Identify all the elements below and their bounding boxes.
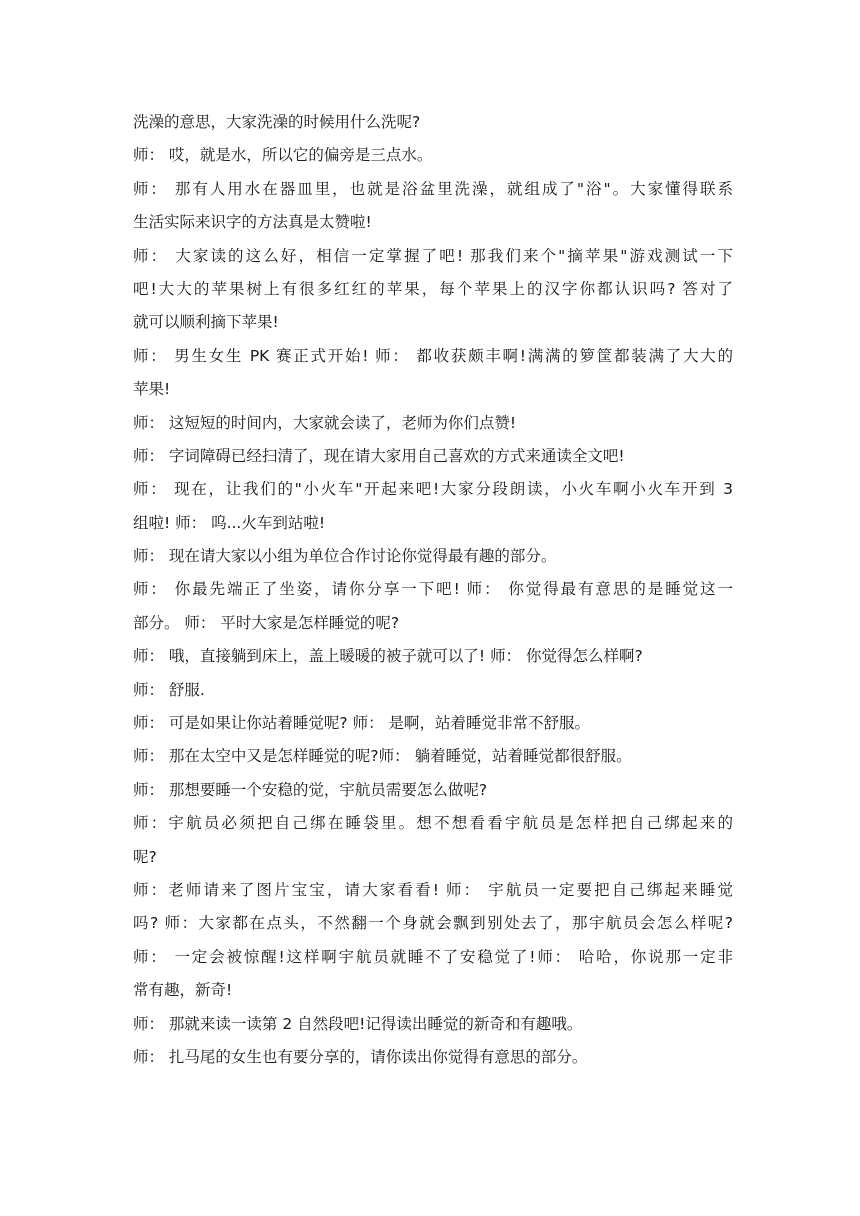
text-line: 部分。 师： 平时大家是怎样睡觉的呢? [133, 613, 400, 632]
text-line: 师： 舒服. [133, 680, 205, 699]
text-line: 生活实际来识字的方法真是太赞啦! [133, 213, 372, 232]
text-line: 洗澡的意思，大家洗澡的时候用什么洗呢? [133, 113, 421, 131]
text-line: 师： 那想要睡一个安稳的觉，宇航员需要怎么做呢? [133, 780, 488, 799]
text-line: 师： 那有人用水在器皿里，也就是浴盆里洗澡，就组成了"浴"。大家懂得联系 [133, 179, 733, 198]
text-line: 师： 扎马尾的女生也有要分享的，请你读出你觉得有意思的部分。 [133, 1047, 588, 1066]
text-line: 师： 现在，让我们的"小火车"开起来吧!大家分段朗读，小火车啊小火车开到 3 [133, 480, 733, 499]
text-line: 师：老师请来了图片宝宝，请大家看看! 师： 宇航员一定要把自己绑起来睡觉 [133, 880, 733, 899]
text-line: 师： 大家读的这么好，相信一定掌握了吧! 那我们来个"摘苹果"游戏测试一下 [133, 246, 733, 265]
text-line: 师： 哎，就是水，所以它的偏旁是三点水。 [133, 146, 433, 165]
text-line: 师： 字词障碍已经扫清了，现在请大家用自己喜欢的方式来通读全文吧! [133, 446, 625, 465]
text-line: 呢? [133, 847, 157, 866]
text-line: 师： 哦，直接躺到床上，盖上暖暖的被子就可以了! 师： 你觉得怎么样啊? [133, 647, 643, 666]
text-line: 师： 一定会被惊醒!这样啊宇航员就睡不了安稳觉了!师： 哈哈，你说那一定非 [133, 947, 733, 966]
text-line: 师： 可是如果让你站着睡觉呢? 师： 是啊，站着睡觉非常不舒服。 [133, 714, 591, 733]
text-line: 师： 现在请大家以小组为单位合作讨论你觉得最有趣的部分。 [133, 547, 557, 566]
text-line: 吗? 师：大家都在点头，不然翻一个身就会飘到别处去了，那宇航员会怎么样呢? [133, 914, 733, 933]
text-line: 师：宇航员必须把自己绑在睡袋里。想不想看看宇航员是怎样把自己绑起来的 [133, 814, 733, 833]
text-line: 师： 这短短的时间内，大家就会读了，老师为你们点赞! [133, 413, 517, 432]
text-line: 常有趣，新奇! [133, 981, 233, 1000]
text-line: 吧!大大的苹果树上有很多红红的苹果，每个苹果上的汉字你都认识吗? 答对了 [133, 279, 733, 298]
text-line: 师： 那就来读一读第 2 自然段吧!记得读出睡觉的新奇和有趣哦。 [133, 1014, 583, 1033]
text-body [133, 106, 733, 1074]
text-line: 组啦! 师： 呜...火车到站啦! [133, 513, 326, 532]
text-line: 就可以顺利摘下苹果! [133, 313, 279, 332]
text-line: 师： 你最先端正了坐姿，请你分享一下吧! 师： 你觉得最有意思的是睡觉这一 [133, 580, 733, 599]
text-line: 苹果! [133, 380, 171, 399]
text-line: 师： 那在太空中又是怎样睡觉的呢?师： 躺着睡觉，站着睡觉都很舒服。 [133, 747, 632, 766]
text-line: 师： 男生女生 PK 赛正式开始! 师： 都收获颇丰啊!满满的箩筐都装满了大大的 [133, 346, 733, 365]
